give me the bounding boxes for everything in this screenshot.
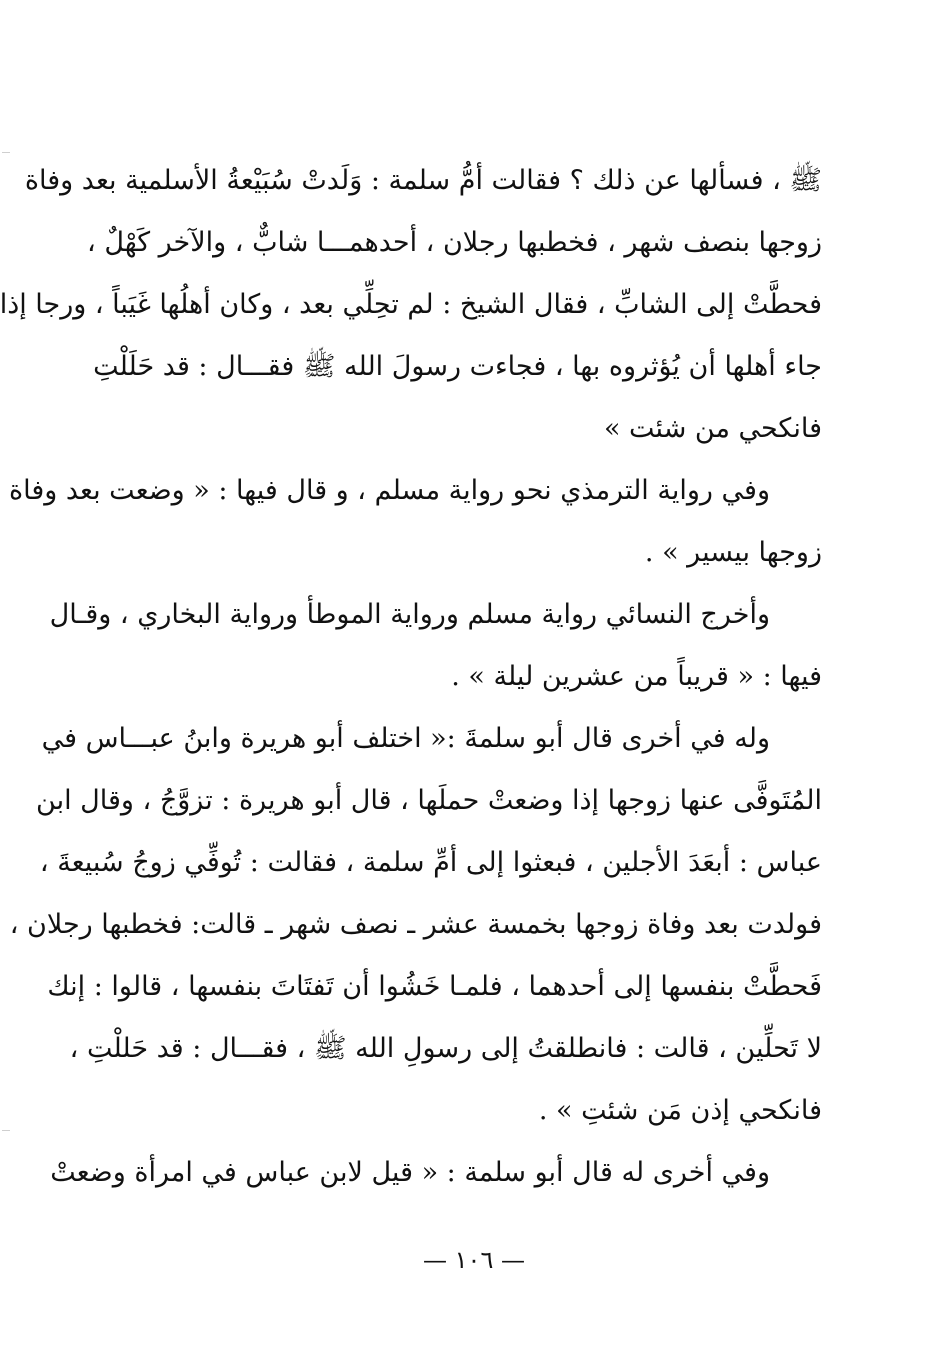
paragraph-4	[9, 708, 822, 1142]
margin-mark	[2, 152, 10, 153]
text-line: وفي أخرى له قال أبو سلمة : « قيل لابن عباس في امرأة وضعتْ	[50, 1157, 770, 1188]
text-line: زوجها بيسير » .	[644, 537, 822, 568]
text-line: زوجها بنصف شهر ، فخطبها رجلان ، أحدهمـــا شابٌّ ، والآخر كَهْلٌ ،	[87, 227, 822, 258]
paragraph-2	[8, 460, 822, 584]
text-line: المُتَوفَّى عنها زوجها إذا وضعتْ حملَها ، قال أبو هريرة : تزوَّجُ ، وقال ابن	[36, 785, 822, 816]
margin-mark	[2, 1130, 10, 1131]
text-line: فَحطَّتْ بنفسها إلى أحدهما ، فلمـا خَشُوا أن تَفتَاتَ بنفسها ، قالوا : إنك	[47, 971, 822, 1002]
text-line: فانكحي من شئت »	[603, 413, 822, 444]
paragraph-5	[50, 1142, 822, 1204]
text-line: وأخرج النسائي رواية مسلم ورواية الموطأ ورواية البخاري ، وقـال	[49, 599, 770, 630]
text-line: فحطَّتْ إلى الشابِّ ، فقال الشيخ : لم تحِلِّي بعد ، وكان أهلُها غَيَباً ، ورجا إذا	[0, 289, 822, 320]
text-line: ﷺ ، فسألها عن ذلك ؟ فقالت أمُّ سلمة : وَلَدتْ سُبَيْعةُ الأسلمية بعد وفاة	[24, 165, 822, 196]
paragraph-3	[49, 584, 822, 708]
text-line: عباس : أبعَدَ الأجلين ، فبعثوا إلى أمِّ سلمة ، فقالت : تُوفِّي زوجُ سُبيعةَ ،	[39, 847, 822, 878]
text-line: وله في أخرى قال أبو سلمةَ :« اختلف أبو هريرة وابنُ عبـــاس في	[41, 723, 770, 754]
text-line: فانكحي إذن مَن شئتِ » .	[538, 1095, 822, 1126]
paragraph-1	[0, 150, 822, 460]
text-line: لا تَحلِّين ، قالت : فانطلقتُ إلى رسولِ الله ﷺ ، فقـــال : قد حَللْتِ ،	[69, 1033, 822, 1064]
body-text	[0, 150, 822, 1204]
page-number: — ١٠٦ —	[423, 1246, 525, 1274]
text-line: جاء أهلها أن يُؤثروه بها ، فجاءت رسولَ الله ﷺ فقـــال : قد حَلَلْتِ	[93, 351, 822, 382]
text-line: وفي رواية الترمذي نحو رواية مسلم ، و قال فيها : « وضعت بعد وفاة	[8, 475, 770, 506]
text-line: فولدت بعد وفاة زوجها بخمسة عشر ـ نصف شهر ـ قالت: فخطبها رجلان ،	[9, 909, 822, 940]
text-line: فيها : « قريباً من عشرين ليلة » .	[451, 661, 822, 692]
